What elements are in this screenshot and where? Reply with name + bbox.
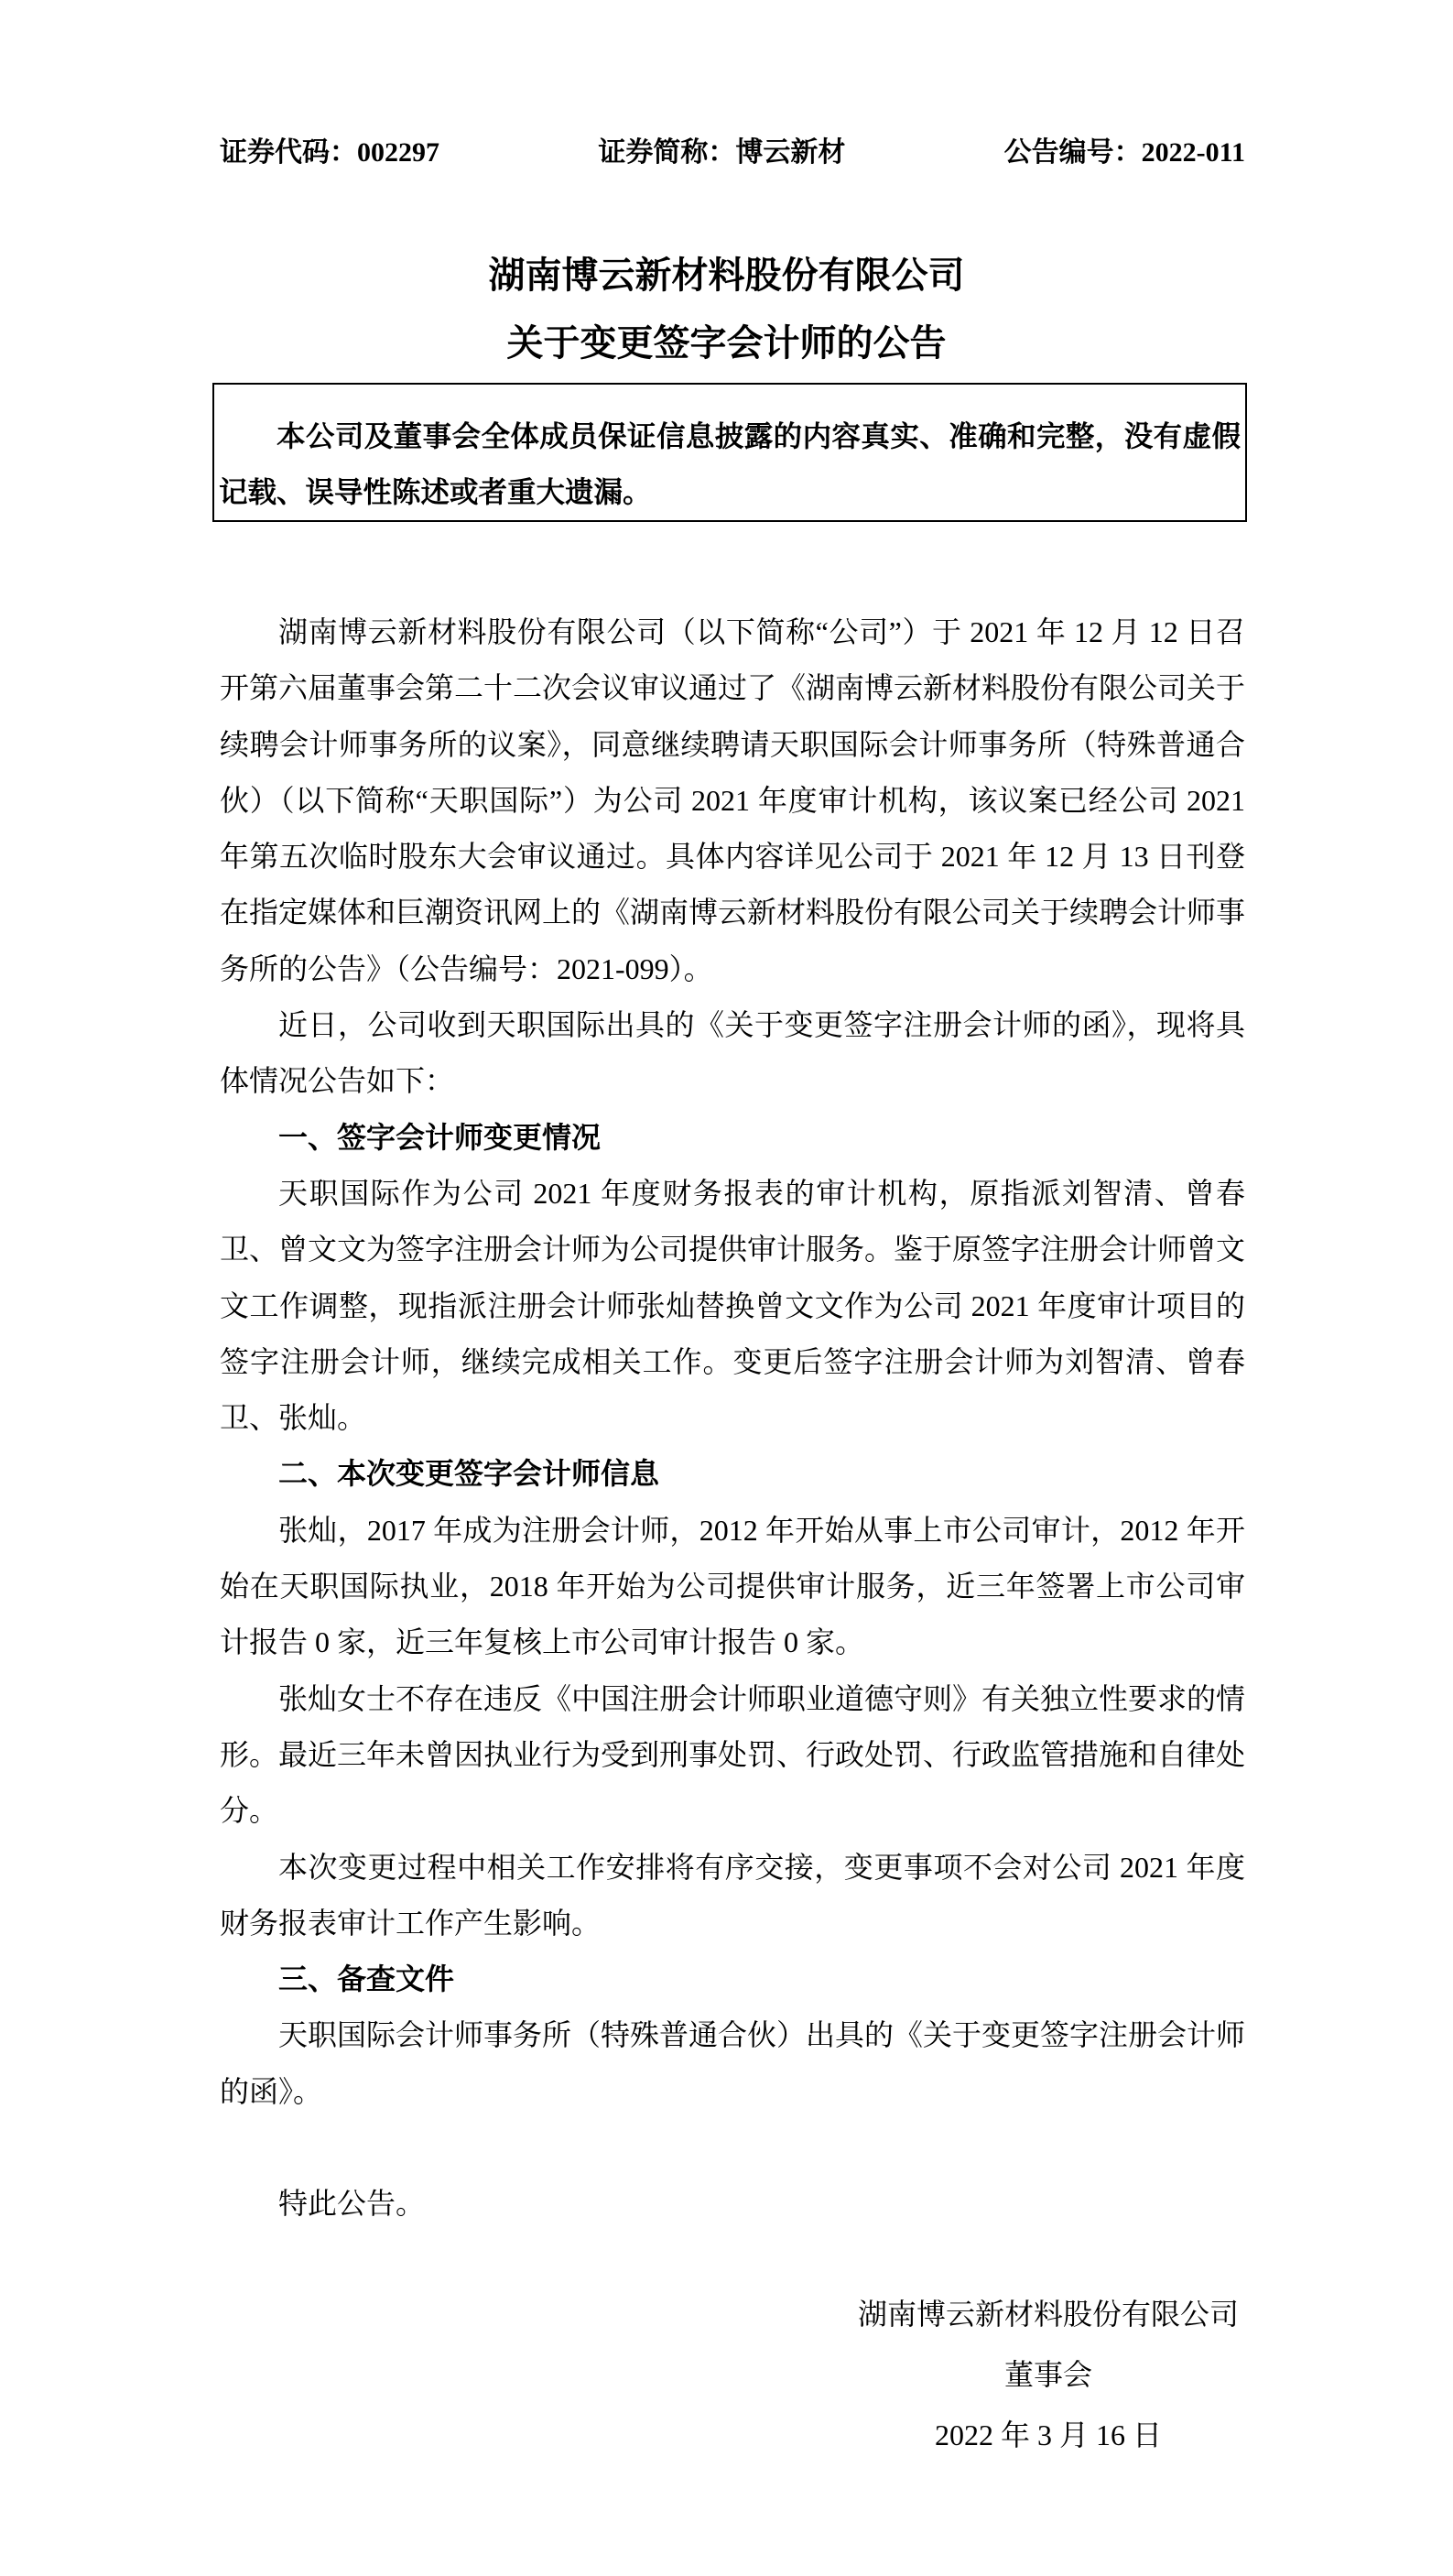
disclaimer-text: 本公司及董事会全体成员保证信息披露的内容真实、准确和完整，没有虚假记载、误导性陈述或者重大遗漏。 [219, 420, 1241, 508]
section-heading-1: 一、签字会计师变更情况 [278, 1120, 602, 1154]
body-paragraph: 天职国际会计师事务所（特殊普通合伙）出具的《关于变更签字注册会计师的函》。 [220, 2018, 1246, 2108]
disclaimer-box [212, 383, 1247, 522]
body-paragraph: 近日，公司收到天职国际出具的《关于变更签字注册会计师的函》，现将具体情况公告如下： [220, 1008, 1245, 1098]
stock-short-name: 证券简称：博云新材 [598, 137, 846, 168]
signature-block [856, 2284, 1241, 2465]
document-body [220, 604, 1245, 2232]
closing-line: 特此公告。 [278, 2187, 426, 2221]
document-header-row [220, 136, 1245, 169]
company-title: 湖南博云新材料股份有限公司 [488, 255, 965, 296]
announcement-number: 公告编号：2022-011 [1003, 137, 1245, 168]
section-heading-3: 三、备查文件 [278, 1962, 455, 1996]
signature-date: 2022 年 3 月 16 日 [934, 2418, 1162, 2451]
body-paragraph: 湖南博云新材料股份有限公司（以下简称“公司”）于 2021 年 12 月 12 日召开第六届董事会第二十二次会议审议通过了《湖南博云新材料股份有限公司关于续聘会计师事务所的议案》，同意继续聘请天职国际会计师事务所（特殊普通合伙）（以下简称“天职国际”）为公司 2021 年度审计机构，该议案已经公司 2021 年第五次临时股东大会审议通过。具体内容详见公司于 2021 年 12 月 13 日刊登在指定媒体和巨潮资讯网上的《湖南博云新材料股份有限公司关于续聘会计师事务所的公告》（公告编号：2021-099）。 [220, 615, 1246, 985]
signature-issuer: 董事会 [1003, 2358, 1092, 2391]
body-paragraph: 张灿女士不存在违反《中国注册会计师职业道德守则》有关独立性要求的情形。最近三年未曾因执业行为受到刑事处罚、行政处罚、行政监管措施和自律处分。 [220, 1681, 1246, 1828]
announcement-title: 关于变更签字会计师的公告 [506, 322, 947, 364]
section-heading-2: 二、本次变更签字会计师信息 [278, 1457, 660, 1491]
stock-code: 证券代码：002297 [220, 137, 439, 168]
body-paragraph: 张灿，2017 年成为注册会计师，2012 年开始从事上市公司审计，2012 年开始在天职国际执业，2018 年开始为公司提供审计服务，近三年签署上市公司审计报告 0 家，近三年复核上市公司审计报告 0 家。 [220, 1513, 1245, 1659]
signature-company: 湖南博云新材料股份有限公司 [857, 2298, 1239, 2331]
body-paragraph: 天职国际作为公司 2021 年度财务报表的审计机构，原指派刘智清、曾春卫、曾文文为签字注册会计师为公司提供审计服务。鉴于原签字注册会计师曾文文工作调整，现指派注册会计师张灿替换曾文文作为公司 2021 年度审计项目的签字注册会计师，继续完成相关工作。变更后签字注册会计师为刘智清、曾春卫、张灿。 [220, 1176, 1246, 1435]
body-paragraph: 本次变更过程中相关工作安排将有序交接，变更事项不会对公司 2021 年度财务报表审计工作产生影响。 [220, 1850, 1245, 1940]
